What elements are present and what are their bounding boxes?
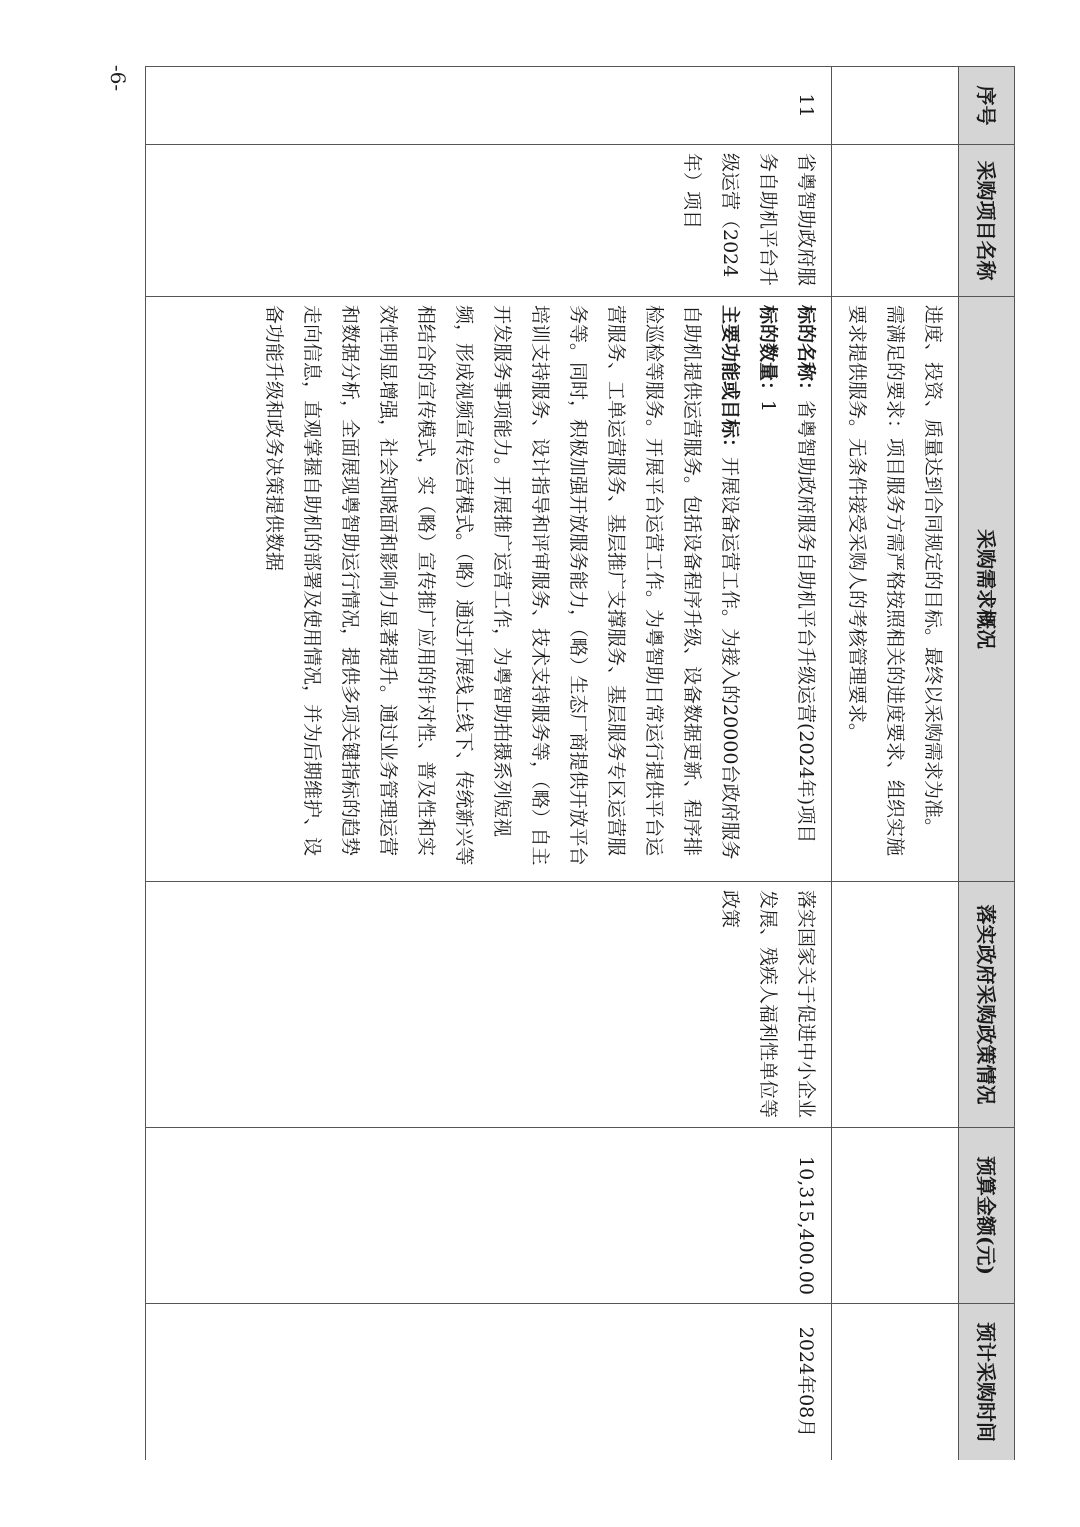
req-function [255,305,749,873]
row-requirements [146,297,832,882]
header-budget: 预算金额(元) [959,1128,1015,1304]
req-quantity [749,305,787,873]
prev-budget-cell [832,1128,959,1304]
req-subject-label: 标的名称： [795,305,817,401]
prev-time-cell [832,1304,959,1461]
prev-policy-cell [832,882,959,1128]
prev-req-line-2: 需满足的要求：项目服务方需严格按照相关的进度要求、组织实施要求提供服务。无条件接受采购人的考核管理要求。 [846,305,906,857]
req-quantity-label: 标的数量： [757,305,779,401]
row-time: 2024年08月 [146,1304,832,1461]
rotated-table-container [145,66,1015,1460]
row-budget: 10,315,400.00 [146,1128,832,1304]
prev-req-line-1: 进度、投资、质量达到合同规定的目标。最终以采购需求为准。 [922,305,944,838]
req-quantity-value: 1 [757,400,779,413]
req-function-label: 主要功能或目标： [719,305,741,458]
procurement-table [145,66,1015,1460]
row-policy: 落实国家关于促进中小企业发展、残疾人福利性单位等政策 [146,882,832,1128]
row-project-name: 省粤智助政府服务自助机平台升级运营（2024年）项目 [146,145,832,297]
procurement-table-frame [145,66,1015,1460]
table-row-continued [832,67,959,1461]
header-requirements: 采购需求概况 [959,297,1015,882]
header-time: 预计采购时间 [959,1304,1015,1461]
req-subject [787,305,825,873]
header-policy: 落实政府采购政策情况 [959,882,1015,1128]
prev-name-cell [832,145,959,297]
header-seq: 序号 [959,67,1015,145]
table-row [146,67,832,1461]
req-subject-value: 省粤智助政府服务自助机平台升级运营(2024年)项目 [795,400,817,844]
prev-seq-cell [832,67,959,145]
req-function-value: 开展设备运营工作。为接入的20000台政府服务自助机提供运营服务。包括设备程序升级、设备数据更新、程序排检巡检等服务。开展平台运营工作。为粤智助日常运行提供平台运营服务、工单运营服务、基层推广支撑服务、基层服务专区运营服务等。同时，积极加强开放服务能力，（略）生态厂商提供开放平台培训支持服务、设计指导和评审服务、技术支持服务等，（略）自主开发服务事项能力。开展推广运营工作，为粤智助拍摄系列短视频，形成视频宣传运营模式。（略）通过开展线上线下、传统新兴等相结合的宣传模式，实（略）宣传推广应用的针对性、普及性和实效性明显增强，社会知晓面和影响力显著提升。通过业务管理运营和数据分析，全面展现粤智助运行情况，提供多项关键指标的趋势走向信息，直观掌握自助机的部署及使用情况，并为后期维护、设备功能升级和政务决策提供数据 [263,305,741,866]
row-seq: 11 [146,67,832,145]
header-project-name: 采购项目名称 [959,145,1015,297]
page-number: -6- [106,64,130,92]
table-header-row [959,67,1015,1461]
prev-requirements-cell [832,297,959,882]
